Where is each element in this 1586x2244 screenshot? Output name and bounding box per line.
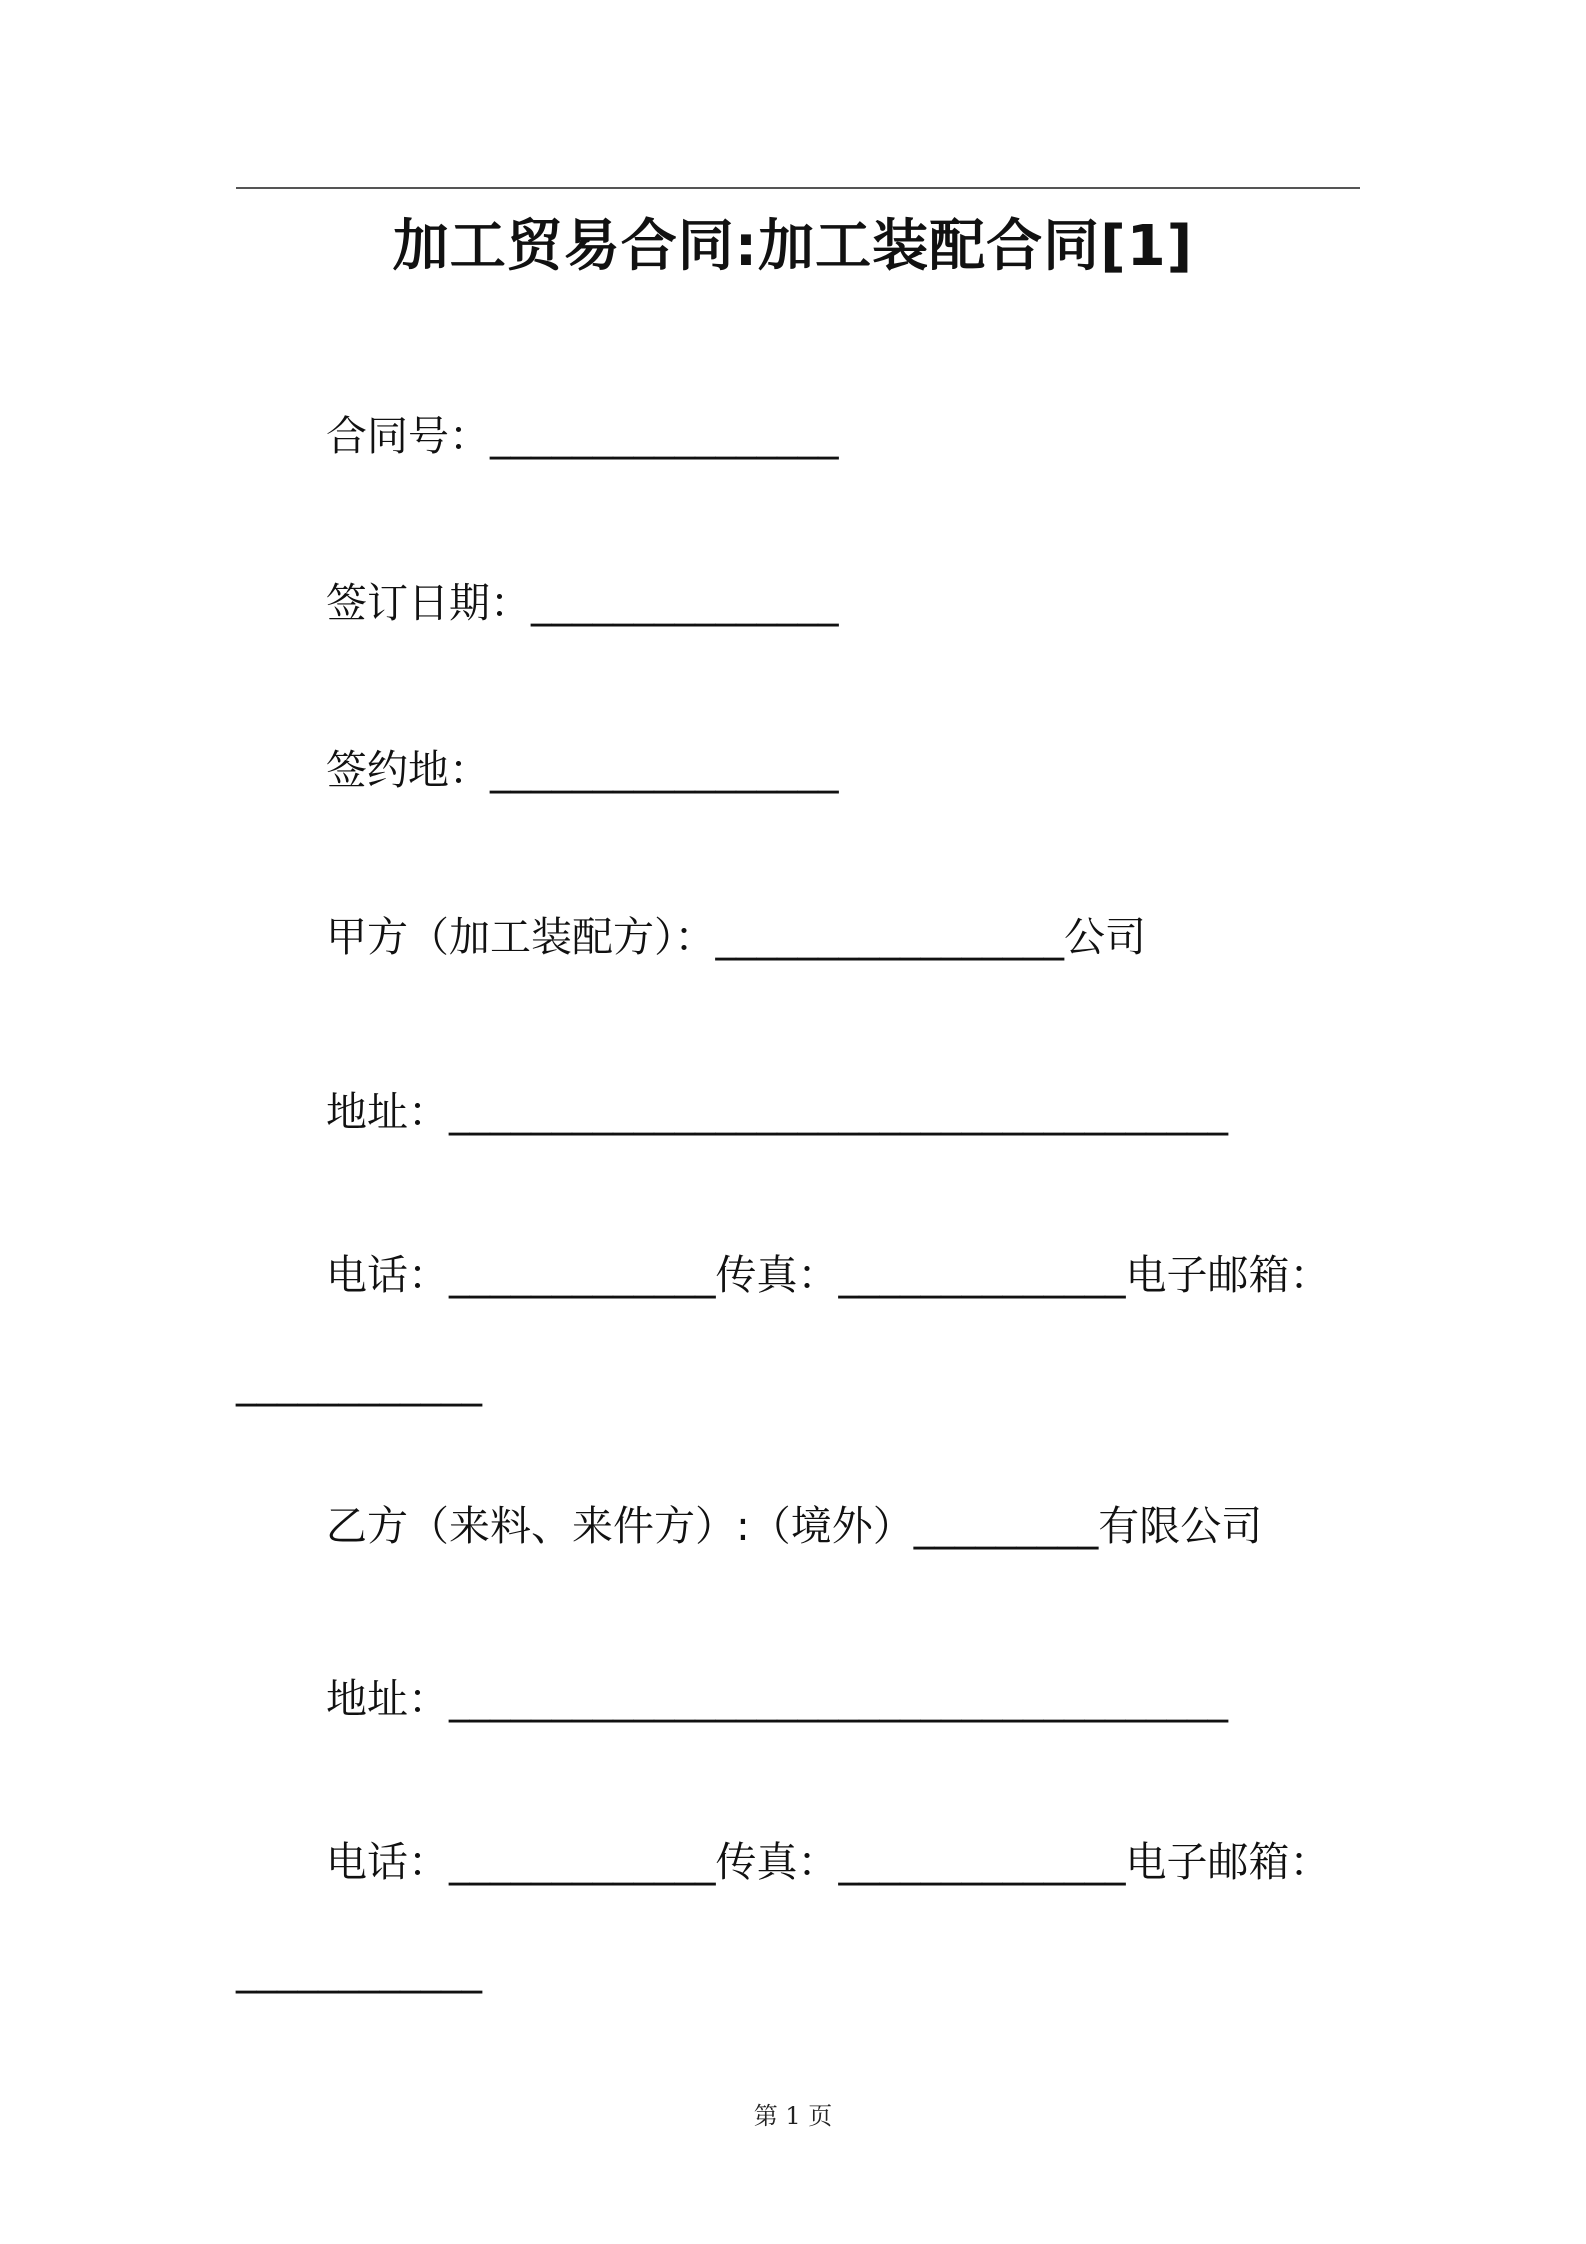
- party-b-email-blank: ____________: [236, 1946, 482, 1994]
- party-b-name-line: 乙方（来料、来件方）:（境外）_________有限公司: [326, 1502, 1263, 1550]
- page-number: 第 1 页: [753, 2102, 833, 2130]
- signing-place-line: 签约地：_________________: [326, 746, 839, 794]
- signing-date-line: 签订日期：_______________: [326, 579, 839, 627]
- party-a-contact-line: 电话：_____________传真：______________电子邮箱：: [326, 1251, 1331, 1299]
- party-a-address-line: 地址：______________________________________: [326, 1088, 1228, 1136]
- party-b-address-line: 地址：______________________________________: [326, 1675, 1228, 1723]
- party-b-contact-line: 电话：_____________传真：______________电子邮箱：: [326, 1838, 1331, 1886]
- document-title: 加工贸易合同:加工装配合同[1]: [392, 214, 1194, 279]
- contract-number-line: 合同号：_________________: [326, 412, 839, 460]
- party-a-email-blank: ____________: [236, 1359, 482, 1407]
- party-a-name-line: 甲方（加工装配方）：_________________公司: [326, 913, 1146, 961]
- header-rule: [236, 187, 1360, 189]
